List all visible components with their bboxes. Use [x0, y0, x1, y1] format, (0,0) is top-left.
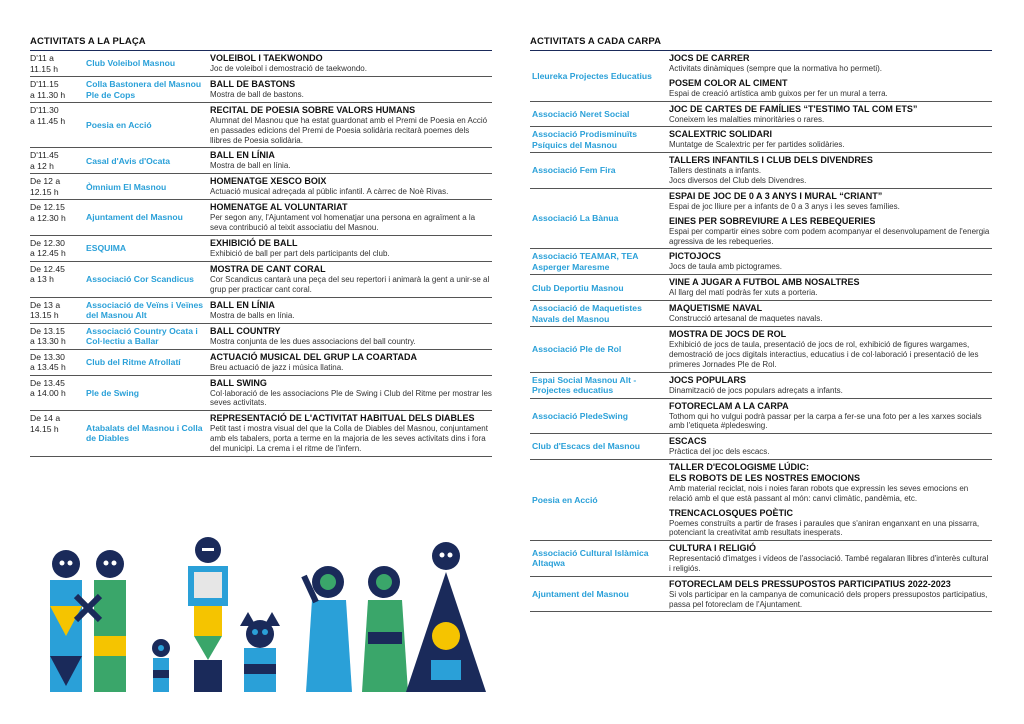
activity-title: ACTUACIÓ MUSICAL DEL GRUP LA COARTADA — [210, 351, 417, 362]
activity-title: BALL SWING — [210, 377, 267, 388]
activity-title: VOLEIBOL I TAEKWONDO — [210, 53, 323, 63]
carpa-row — [530, 398, 992, 434]
activity — [669, 251, 992, 272]
activity-description: Si vols participar en la campanya de comunicació dels propers pressupostos participatius, passa pel fotoreclam de l'Ajuntament. — [669, 589, 988, 609]
activity — [210, 51, 492, 77]
activity-description: Mostra conjunta de les dues associacions del ball country. — [210, 336, 416, 346]
activities — [669, 101, 992, 127]
activity-title: EINES PER SOBREVIURE A LES REBEQUERIES — [669, 215, 876, 226]
activity-title: TRENCACLOSQUES POÈTIC — [669, 507, 794, 518]
activity — [669, 129, 992, 150]
time-slot: D'11.30 a 11.45 h — [30, 103, 86, 148]
activities — [669, 188, 992, 248]
carpa-row — [530, 459, 992, 540]
carpa-row — [530, 153, 992, 189]
time-slot: De 13 a 13.15 h — [30, 297, 86, 323]
activity-description: Espai de joc lliure per a infants de 0 a 3 anys i les seves famílies. — [669, 201, 900, 211]
plaza-section-title: ACTIVITATS A LA PLAÇA — [30, 36, 492, 51]
organizer: Club Voleibol Masnou — [86, 51, 210, 77]
carpa-row — [530, 275, 992, 301]
reading-figure-icon — [188, 537, 228, 692]
activity — [210, 103, 492, 148]
organizer: Colla Bastonera del Masnou Ple de Cops — [86, 77, 210, 103]
organizer: Associació TEAMAR, TEA Asperger Maresme — [530, 249, 669, 275]
plaza-row — [30, 174, 492, 200]
activities — [669, 127, 992, 153]
carpa-section-title: ACTIVITATS A CADA CARPA — [530, 36, 992, 51]
activity-title: HOMENATGE XESCO BOIX — [210, 176, 327, 187]
organizer: Òmnium El Masnou — [86, 174, 210, 200]
carpa-row — [530, 576, 992, 612]
activity-title: POSEM COLOR AL CIMENT — [669, 77, 788, 88]
activity — [210, 235, 492, 261]
carpa-row — [530, 101, 992, 127]
activity-description: Dinamització de jocs populars adreçats a infants. — [669, 385, 843, 395]
activity-description: Construcció artesanal de maquetes navals. — [669, 314, 823, 324]
activities — [669, 249, 992, 275]
activity-description: Poemes construïts a partir de frases i paraules que s'aniran enganxant en una pissarra, potenciant la creativitat amb resultats inesperats. — [669, 518, 980, 538]
activities — [669, 275, 992, 301]
organizer: Associació Ple de Rol — [530, 327, 669, 372]
activity-title: BALL EN LÍNIA — [210, 150, 275, 161]
organizer: Ajuntament del Masnou — [86, 200, 210, 236]
plaza-row — [30, 235, 492, 261]
activity-title: ESPAI DE JOC DE 0 A 3 ANYS I MURAL “CRIANT” — [669, 190, 883, 201]
plaza-schedule-table — [30, 51, 492, 457]
activity-description: Mostra de ball en línia. — [210, 161, 291, 171]
organizer: Poesia en Acció — [530, 459, 669, 540]
carpa-row — [530, 541, 992, 577]
organizer: Club del Ritme Afrollatí — [86, 349, 210, 375]
plaza-row — [30, 375, 492, 411]
organizer: Club d'Escacs del Masnou — [530, 434, 669, 460]
organizer: Ple de Swing — [86, 375, 210, 411]
organizer: Associació Prodisminuïts Psíquics del Masnou — [530, 127, 669, 153]
activity-description: Espai de creació artística amb guixos per fer un mural a terra. — [669, 88, 888, 98]
organizer: Associació Country Ocata i Col·lectiu a Ballar — [86, 323, 210, 349]
time-slot: De 13.45 a 14.00 h — [30, 375, 86, 411]
plaza-row — [30, 51, 492, 77]
activity-description: Mostra de balls en línia. — [210, 310, 295, 320]
activity — [669, 436, 992, 457]
activities — [669, 434, 992, 460]
organizer: Associació PledeSwing — [530, 398, 669, 434]
activity — [210, 375, 492, 411]
time-slot: De 12 a 12.15 h — [30, 174, 86, 200]
activity-title: BALL EN LÍNIA — [210, 299, 275, 310]
activity-description: Mostra de ball de bastons. — [210, 90, 304, 99]
time-slot: De 12.30 a 12.45 h — [30, 235, 86, 261]
organizer: Associació Cultural Islàmica Altaqwa — [530, 541, 669, 577]
organizer: Associació Neret Social — [530, 101, 669, 127]
activity — [669, 303, 992, 324]
activity-description: Activitats dinàmiques (sempre que la normativa ho permeti). — [669, 64, 882, 73]
carpa-row — [530, 51, 992, 101]
activity — [669, 78, 992, 99]
activity — [669, 401, 992, 432]
activity-title: BALL DE BASTONS — [210, 79, 296, 89]
activities — [669, 576, 992, 612]
activity-description: Representació d'imatges i vídeos de l'associació. També regalaran llibres d'interès cultural i religiós. — [669, 554, 989, 573]
plaza-row — [30, 261, 492, 297]
activity-description: Breu actuació de jazz i música llatina. — [210, 362, 344, 372]
activity-description: Exhibició de ball per part dels participants del club. — [210, 248, 390, 258]
organizer: Atabalats del Masnou i Colla de Diables — [86, 411, 210, 456]
activity-title: TALLERS INFANTILS I CLUB DELS DIVENDRES — [669, 155, 873, 166]
time-slot: De 12.15 a 12.30 h — [30, 200, 86, 236]
activities — [669, 51, 992, 101]
organizer: Associació de Veïns i Veïnes del Masnou Alt — [86, 297, 210, 323]
plaza-section — [30, 36, 492, 457]
plaza-row — [30, 148, 492, 174]
activity-title: FOTORECLAM A LA CARPA — [669, 400, 789, 411]
decorative-figures-illustration — [36, 536, 491, 694]
time-slot: De 13.15 a 13.30 h — [30, 323, 86, 349]
activity-title: VINE A JUGAR A FUTBOL AMB NOSALTRES — [669, 277, 860, 288]
activity-description: Petit tast i mostra visual del que la Colla de Diables del Masnou, conjuntament amb els tabalers, porta a terme en la majoria de les seves activitats dins i fora del municipi. La crema i el ritme de l'infern. — [210, 424, 488, 453]
carpa-row — [530, 372, 992, 398]
activity — [669, 543, 992, 574]
activity-title: PICTOJOCS — [669, 251, 721, 262]
activity-description: Exhibició de jocs de taula, presentació de jocs de rol, exhibició de figures wargames, demostració de jocs digitals interactius, educatius i de col·laboració i presentació de les primeres Jornades Ple de Rol. — [669, 340, 979, 369]
activity-description: Tothom qui ho vulgui podrà passar per la carpa a fer-se una foto per a les xarxes socials amb l'etiqueta #pledeswing. — [669, 411, 982, 431]
activity — [210, 200, 492, 236]
activity-description: Al llarg del matí podràs fer xuts a porteria. — [669, 288, 818, 298]
activities — [669, 372, 992, 398]
activity-title: REPRESENTACIÓ DE L'ACTIVITAT HABITUAL DELS DIABLES — [210, 413, 475, 424]
activity — [669, 191, 992, 212]
plaza-row — [30, 200, 492, 236]
time-slot: D'11.15 a 11.30 h — [30, 77, 86, 103]
carpa-row — [530, 327, 992, 372]
carpa-row — [530, 188, 992, 248]
activity-title: BALL COUNTRY — [210, 325, 281, 336]
activity-title: MOSTRA DE CANT CORAL — [210, 263, 326, 274]
dancing-figures-icon — [304, 566, 408, 692]
activity-title: MOSTRA DE JOCS DE ROL — [669, 329, 787, 340]
activities — [669, 459, 992, 540]
organizer: Associació Fem Fira — [530, 153, 669, 189]
activity — [210, 174, 492, 200]
small-figure-icon — [152, 639, 170, 692]
organizer: Poesia en Acció — [86, 103, 210, 148]
activity-title: JOCS DE CARRER — [669, 53, 750, 63]
activity-description: Coneixem les malalties minoritàries o rares. — [669, 114, 825, 124]
activity-title: TALLER D'ECOLOGISME LÚDIC: ELS ROBOTS DE LES NOSTRES EMOCIONS — [669, 461, 861, 483]
carpa-row — [530, 127, 992, 153]
organizer: Espai Social Masnou Alt - Projectes educatius — [530, 372, 669, 398]
organizer: Associació de Maquetistes Navals del Masnou — [530, 301, 669, 327]
activity-description: Jocs de taula amb pictogrames. — [669, 262, 782, 272]
activity-description: Col·laboració de les associacions Ple de Swing i Club del Ritme per mostrar les seves activitats. — [210, 388, 492, 408]
time-slot: D'11.45 a 12 h — [30, 148, 86, 174]
activity-title: SCALEXTRIC SOLIDARI — [669, 129, 773, 140]
activity-description: Espai per compartir eines sobre com podem acompanyar el desenvolupament de l'energia agressiva de les rebequeries. — [669, 226, 990, 246]
activities — [669, 398, 992, 434]
activity — [210, 261, 492, 297]
activity-title: MAQUETISME NAVAL — [669, 303, 763, 314]
activities — [669, 541, 992, 577]
activity-description: Actuació musical adreçada al públic infantil. A càrrec de Noè Rivas. — [210, 187, 449, 197]
organizer: Associació Cor Scandicus — [86, 261, 210, 297]
activity — [669, 155, 992, 186]
activity — [210, 349, 492, 375]
carpa-row — [530, 434, 992, 460]
time-slot: De 14 a 14.15 h — [30, 411, 86, 456]
activity-title: RECITAL DE POESIA SOBRE VALORS HUMANS — [210, 105, 416, 115]
activity-description: Per segon any, l'Ajuntament vol homenatjar una persona en agraïment a la seva contribució al teixit associatiu del Masnou. — [210, 213, 476, 233]
plaza-row — [30, 297, 492, 323]
activity — [210, 411, 492, 456]
activity-description: Amb material reciclat, nois i noies faran robots que expressin les seves emocions en relació amb el que està passant al món: canvi climàtic, pandèmia, etc. — [669, 483, 969, 503]
plaza-row — [30, 77, 492, 103]
time-slot: D'11 a 11.15 h — [30, 51, 86, 77]
plaza-row — [30, 411, 492, 456]
plaza-row — [30, 103, 492, 148]
carpa-row — [530, 249, 992, 275]
organizer: Club Deportiu Masnou — [530, 275, 669, 301]
activity — [210, 148, 492, 174]
activity-title: CULTURA I RELIGIÓ — [669, 543, 756, 554]
activity — [669, 104, 992, 125]
activities — [669, 301, 992, 327]
time-slot: De 12.45 a 13 h — [30, 261, 86, 297]
activity-description: Pràctica del joc dels escacs. — [669, 447, 770, 457]
activity-description: Alumnat del Masnou que ha estat guardonat amb el Premi de Poesia en Acció en passades edicions del Premi de Poesia solidària recitarà poemes dels llibres de Poesia solidària. — [210, 116, 488, 145]
plaza-row — [30, 323, 492, 349]
activity — [669, 579, 992, 610]
carpa-section — [530, 36, 992, 612]
organizer: ESQUIMA — [86, 235, 210, 261]
activity-description: Joc de voleibol i demostració de taekwondo. — [210, 64, 367, 73]
activity — [669, 216, 992, 247]
activity — [669, 277, 992, 298]
ball-figure-icon — [406, 542, 486, 692]
organizer: Associació La Bànua — [530, 188, 669, 248]
activities — [669, 327, 992, 372]
activity — [669, 508, 992, 539]
carpa-activities-table — [530, 51, 992, 612]
activity — [669, 462, 992, 504]
activity — [669, 375, 992, 396]
hugging-figures-icon — [50, 550, 126, 692]
organizer: Ajuntament del Masnou — [530, 576, 669, 612]
time-slot: De 13.30 a 13.45 h — [30, 349, 86, 375]
activity-title: HOMENATGE AL VOLUNTARIAT — [210, 202, 348, 213]
carpa-row — [530, 301, 992, 327]
organizer: Lleureka Projectes Educatius — [530, 51, 669, 101]
organizer: Casal d'Avis d'Ocata — [86, 148, 210, 174]
plaza-row — [30, 349, 492, 375]
activity-title: JOC DE CARTES DE FAMÍLIES “T'ESTIMO TAL COM ETS” — [669, 103, 918, 114]
activity-description: Cor Scandicus cantarà una peça del seu repertori i animarà la gent a unir-se al grup per practicar cant coral. — [210, 274, 490, 294]
activity-title: EXHIBICIÓ DE BALL — [210, 237, 298, 248]
activities — [669, 153, 992, 189]
activity — [210, 323, 492, 349]
cat-figure-icon — [240, 612, 280, 692]
activity-title: ESCACS — [669, 436, 707, 447]
activity-title: JOCS POPULARS — [669, 374, 747, 385]
activity — [669, 53, 992, 74]
activity-description: Muntatge de Scalextric per fer partides solidàries. — [669, 140, 845, 150]
activity — [669, 329, 992, 369]
activity — [210, 297, 492, 323]
activity-description: Tallers destinats a infants. Jocs diversos del Club dels Divendres. — [669, 166, 807, 186]
activity — [210, 77, 492, 103]
activity-title: FOTORECLAM DELS PRESSUPOSTOS PARTICIPATIUS 2022-2023 — [669, 578, 951, 589]
